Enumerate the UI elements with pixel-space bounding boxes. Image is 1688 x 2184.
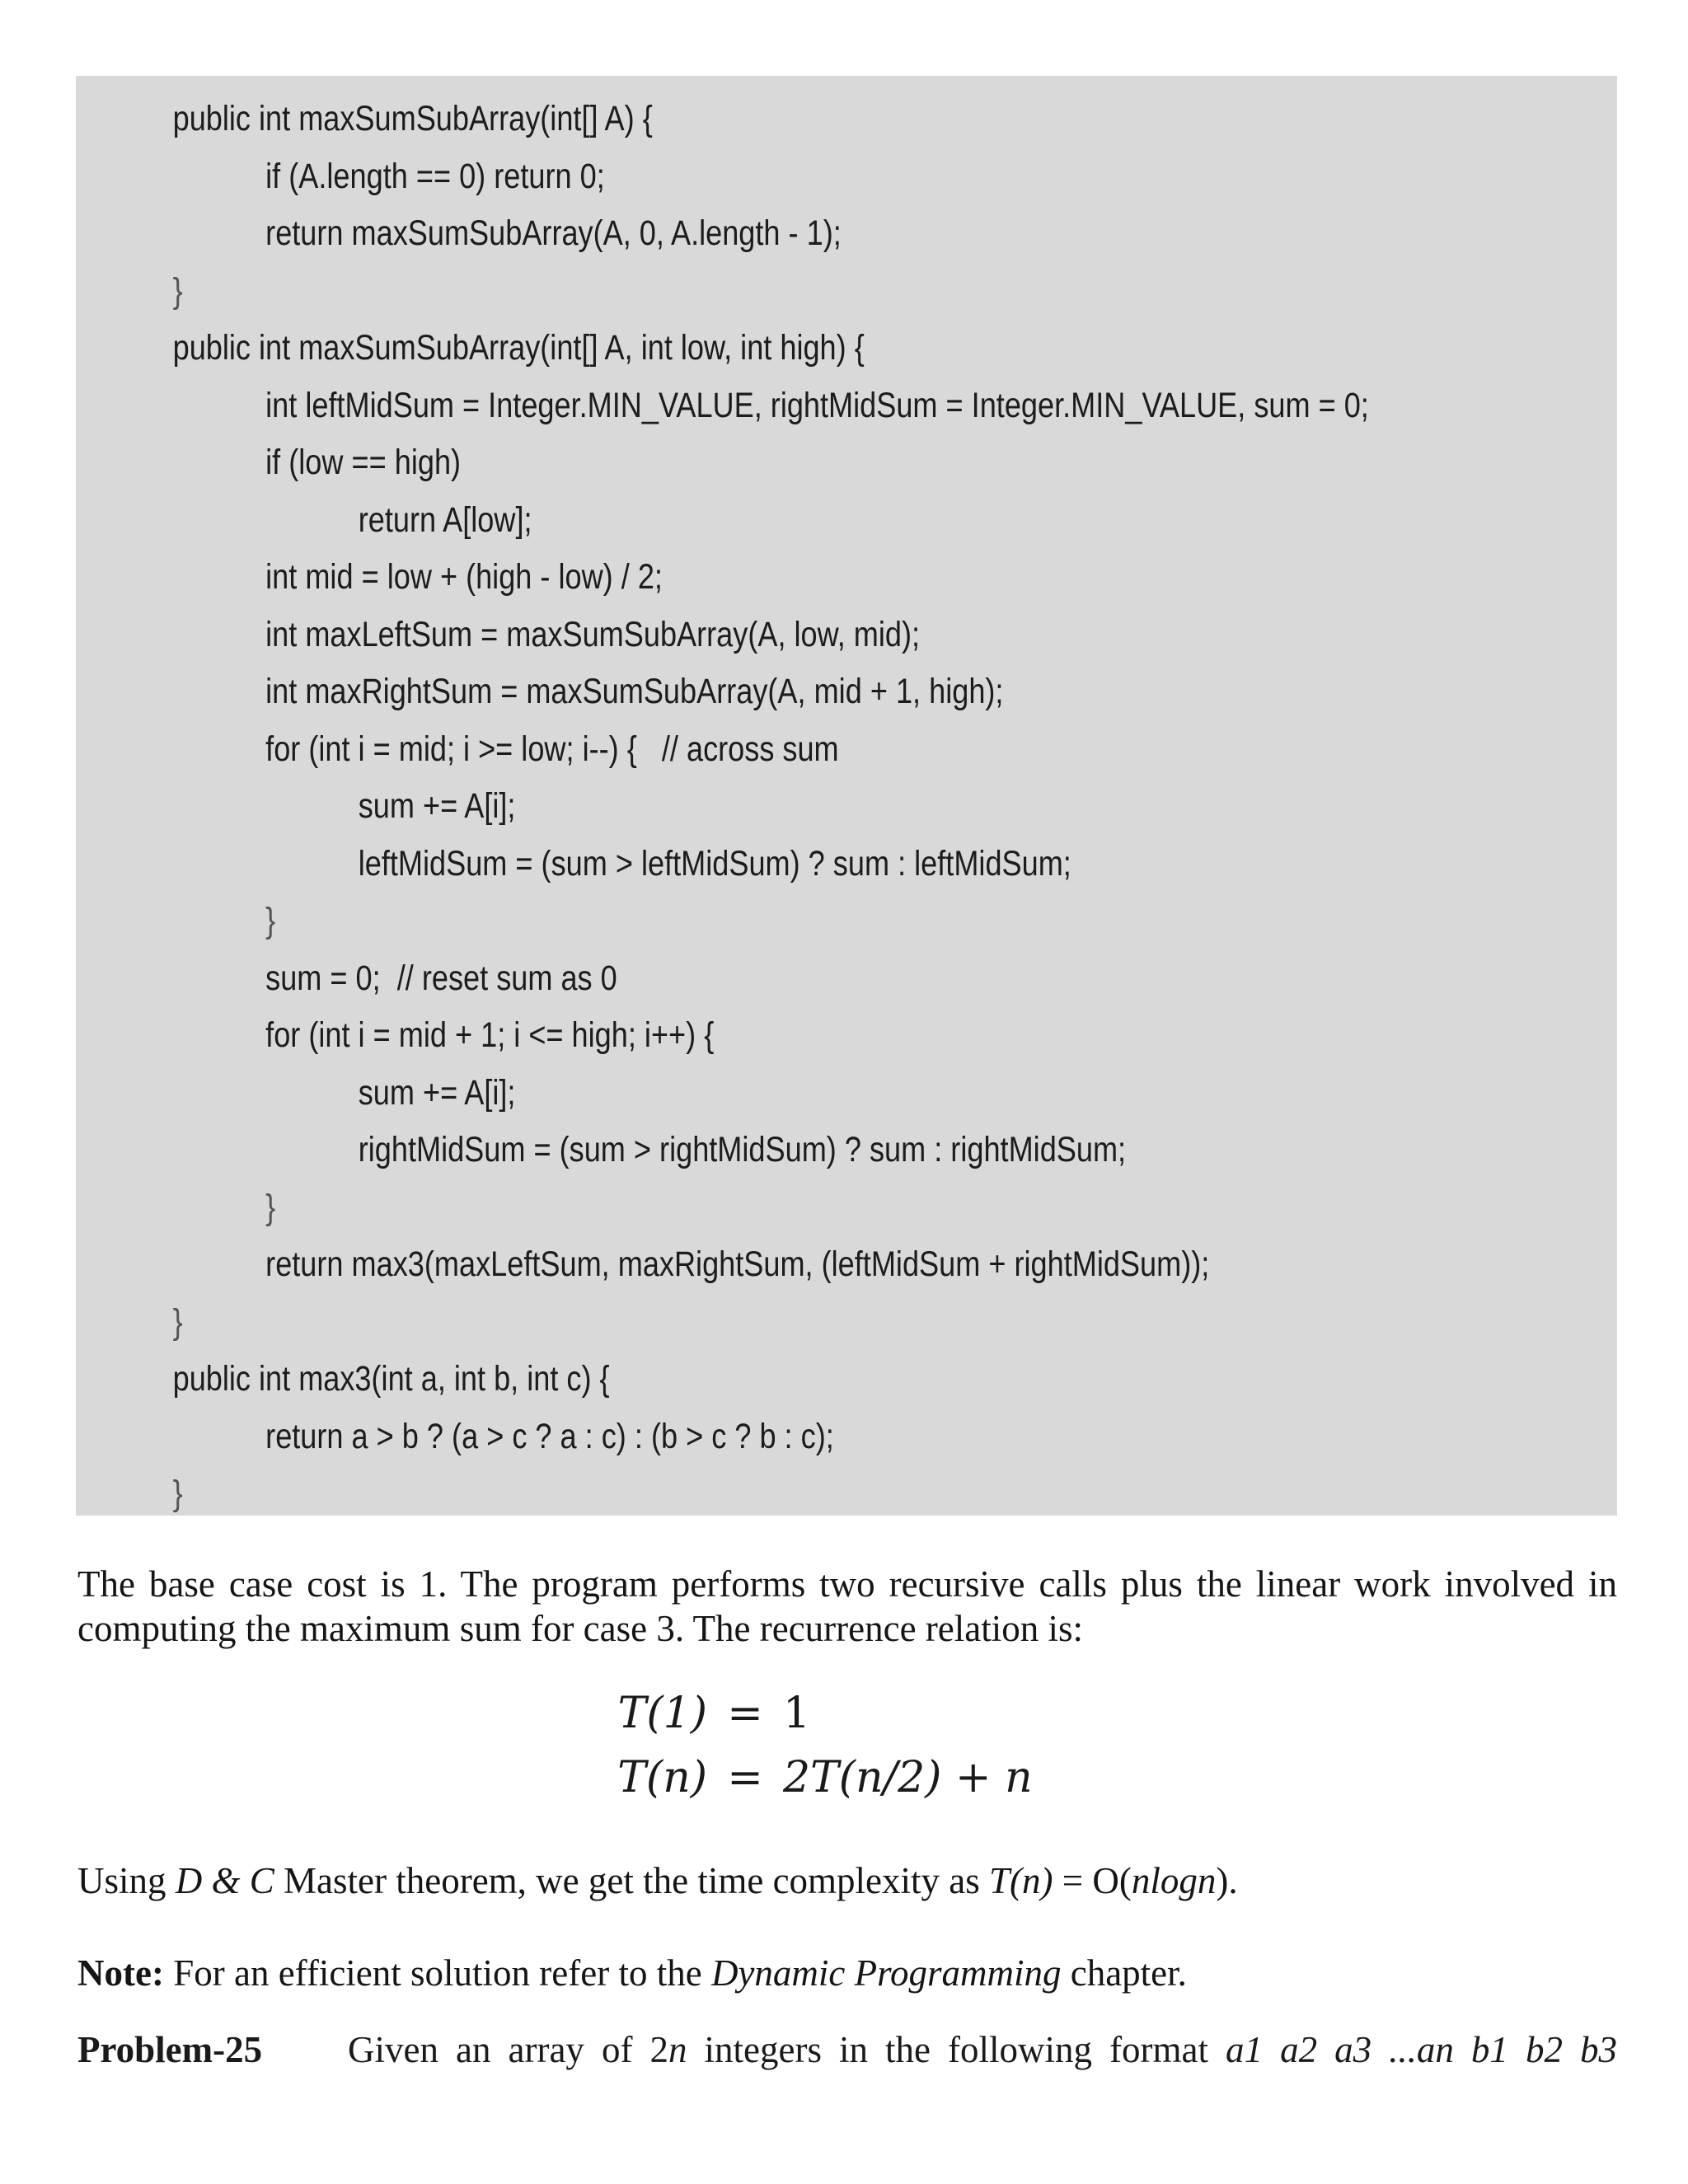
code-line: int maxRightSum = maxSumSubArray(A, mid + 1, high);: [265, 672, 1004, 711]
code-line: public int max3(int a, int b, int c) {: [172, 1359, 610, 1399]
code-line: public int maxSumSubArray(int[] A, int low, int high) {: [172, 328, 865, 368]
dc-term: D & C: [175, 1860, 274, 1901]
equation-sign: =: [727, 1753, 763, 1802]
code-line: }: [172, 270, 183, 311]
code-line: return a > b ? (a > c ? a : c) : (b > c ? b : c);: [265, 1416, 834, 1456]
text-segment: Using: [77, 1860, 176, 1901]
code-line: for (int i = mid + 1; i <= high; i++) {: [265, 1015, 715, 1055]
text-segment: Master theorem, we get the time complexity as: [274, 1860, 990, 1901]
equation-rhs: 1: [783, 1689, 811, 1738]
n-term: n: [668, 2029, 687, 2070]
note-paragraph: [77, 1951, 1617, 1995]
code-line: rightMidSum = (sum > rightMidSum) ? sum : rightMidSum;: [358, 1130, 1127, 1169]
equation-rhs: 2T(n/2) + n: [783, 1753, 1033, 1802]
code-line: }: [172, 1301, 183, 1342]
code-line: int maxLeftSum = maxSumSubArray(A, low, mid);: [265, 614, 921, 654]
note-label: Note:: [77, 1952, 164, 1994]
code-line: int leftMidSum = Integer.MIN_VALUE, rightMidSum = Integer.MIN_VALUE, sum = 0;: [265, 385, 1369, 425]
code-listing: [76, 76, 1617, 1516]
code-line: }: [172, 1474, 183, 1513]
nlogn-term: nlogn: [1131, 1860, 1217, 1901]
code-line: sum = 0; // reset sum as 0: [265, 958, 617, 998]
recurrence-equations: [585, 1681, 1033, 1810]
equation-base-case: [585, 1681, 1033, 1746]
problem-label: Problem-25: [77, 2029, 263, 2070]
code-line: }: [265, 1187, 276, 1227]
equation-lhs: T(n): [617, 1753, 707, 1802]
equation-recursive-case: [585, 1746, 1033, 1810]
text-segment: ).: [1216, 1860, 1238, 1901]
code-line: int mid = low + (high - low) / 2;: [265, 557, 663, 597]
master-theorem-paragraph: [77, 1858, 1617, 1903]
equation-sign: =: [727, 1689, 763, 1738]
text-segment: integers in the following format: [687, 2029, 1226, 2070]
tn-term: T(n): [989, 1860, 1053, 1901]
code-line: public int maxSumSubArray(int[] A) {: [172, 99, 653, 138]
equation-lhs: T(1): [617, 1689, 707, 1738]
code-line: sum += A[i];: [358, 786, 516, 826]
text-segment: chapter.: [1061, 1952, 1187, 1994]
code-line: return maxSumSubArray(A, 0, A.length - 1);: [265, 213, 842, 253]
text-segment: Given an array of 2: [348, 2029, 668, 2070]
text-segment: For an efficient solution refer to the: [163, 1952, 711, 1994]
code-line: sum += A[i];: [358, 1072, 516, 1113]
code-line: }: [265, 901, 276, 940]
code-line: leftMidSum = (sum > leftMidSum) ? sum : leftMidSum;: [358, 843, 1071, 883]
text-segment: = O(: [1053, 1860, 1132, 1901]
sequence-term: a1 a2 a3 ...an b1 b2 b3: [1226, 2029, 1617, 2070]
code-line: if (A.length == 0) return 0;: [265, 156, 605, 196]
recurrence-paragraph: The base case cost is 1. The program performs two recursive calls plus the linear work involved in computing the maximum sum for case 3. The recurrence relation is:: [77, 1563, 1617, 1649]
code-line: return max3(maxLeftSum, maxRightSum, (leftMidSum + rightMidSum));: [265, 1244, 1210, 1284]
code-line: if (low == high): [265, 443, 462, 482]
chapter-reference: Dynamic Programming: [710, 1952, 1062, 1994]
problem-statement: [348, 2027, 1617, 2072]
code-line: for (int i = mid; i >= low; i--) { // across sum: [265, 729, 839, 769]
code-line: return A[low];: [358, 499, 532, 540]
